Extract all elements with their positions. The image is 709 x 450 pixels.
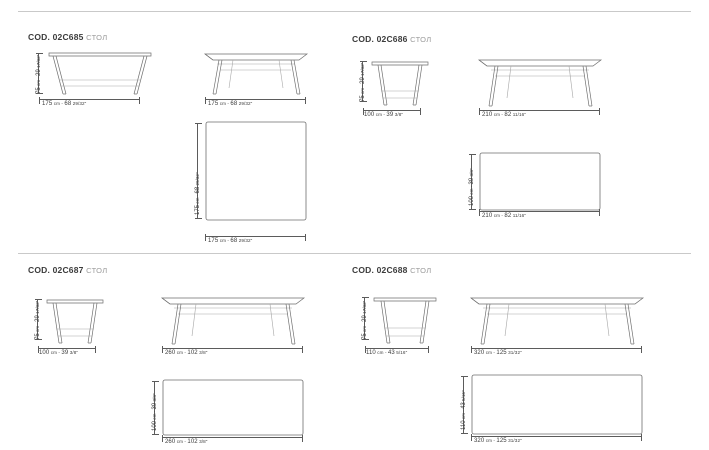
figure-3-top-plan [162,379,304,437]
dim-3-front-width-text: 260 cm - 102 3/8" [165,350,208,356]
dim-3-plan-width-line [162,437,303,438]
product-code-4-label: COD. 02C688 [352,265,408,275]
product-code-2 [352,34,431,44]
product-code-1-label: COD. 02C685 [28,32,84,42]
product-code-1-suffix: СТОЛ [86,33,108,42]
product-code-1 [28,32,107,42]
dim-3-height-text: 75 cm - 29 17/32" [35,300,41,340]
dim-4-plan-width-text: 320 cm - 125 31/32" [474,438,522,444]
product-code-4 [352,265,431,275]
divider-top [18,11,691,12]
dim-4-plan-width-line [471,436,642,437]
product-code-3-label: COD. 02C687 [28,265,84,275]
dim-1-plan-width-line [205,236,306,237]
product-code-2-label: COD. 02C686 [352,34,408,44]
dim-2-width-text: 100 cm - 39 3/8" [364,112,404,118]
dim-1-front-width-line [205,99,306,100]
dim-1-height-text: 75 cm - 29 17/32" [36,54,42,94]
dim-4-plan-depth-text: 110 cm - 43 5/16" [461,390,467,430]
product-code-4-suffix: СТОЛ [410,266,432,275]
dim-3-plan-width-text: 260 cm - 102 3/8" [165,439,208,445]
dim-3-width-text: 100 cm - 39 3/8" [39,350,79,356]
figure-4-side-elevation [372,294,438,346]
dim-4-height-text: 75 cm - 29 17/32" [362,300,368,340]
dim-1-width-text: 175 cm - 68 29/32" [42,101,87,107]
dim-2-plan-width-text: 210 cm - 82 11/16" [482,213,527,219]
dim-1-plan-width-text: 175 cm - 68 29/32" [208,238,253,244]
dim-2-height-text: 75 cm - 29 17/32" [360,62,366,102]
dim-3-width-line [38,348,96,349]
figure-3-front-elevation [160,288,306,346]
figure-1-front-elevation [203,40,309,96]
dim-2-width-line [363,110,421,111]
dim-1-front-width-text: 175 cm - 68 29/32" [208,101,253,107]
dim-4-front-width-line [471,348,642,349]
figure-4-top-plan [471,374,643,436]
dim-1-width-line [39,99,140,100]
figure-3-side-elevation [45,296,105,346]
figure-2-front-elevation [477,50,603,108]
product-code-2-suffix: СТОЛ [410,35,432,44]
dim-2-plan-width-line [479,211,600,212]
dim-4-width-line [365,348,429,349]
divider-middle [18,253,691,254]
dim-3-plan-depth-text: 100 cm - 39 3/8" [152,393,158,431]
dim-2-front-width-line [479,110,600,111]
dim-2-front-width-text: 210 cm - 82 11/16" [482,112,527,118]
figure-2-top-plan [479,152,601,212]
figure-4-front-elevation [469,288,645,346]
dim-4-front-width-text: 320 cm - 125 31/32" [474,350,522,356]
dim-3-front-width-line [162,348,303,349]
dim-1-plan-depth-text: 175 cm - 68 29/32" [195,172,201,215]
dim-4-width-text: 110 cm - 43 5/16" [366,350,408,356]
product-code-3 [28,265,107,275]
figure-2-side-elevation [370,58,430,108]
dim-2-plan-depth-text: 100 cm - 39 3/8" [469,168,475,206]
product-code-3-suffix: СТОЛ [86,266,108,275]
figure-1-top-plan [205,121,307,221]
figure-1-side-elevation [47,50,153,96]
